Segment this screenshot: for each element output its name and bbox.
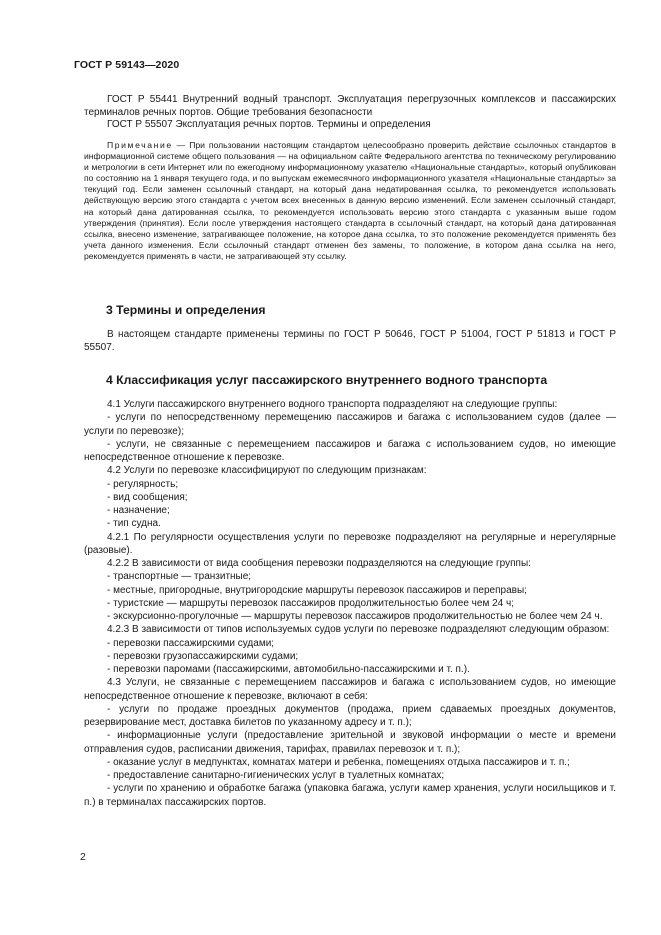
reference-item: ГОСТ Р 55507 Эксплуатация речных портов. Термины и определения [107, 119, 431, 131]
section-3-body [84, 328, 616, 354]
list-item: - услуги, не связанные с перемещением пассажиров и багажа с использованием судов, но имеющие непосредственное отношение к перевозке. [84, 438, 616, 463]
list-item: - экскурсионно-прогулочные — маршруты перевозок пассажиров продолжительностью не более чем 24 ч. [107, 611, 603, 622]
list-item: - перевозки паромами (пассажирскими, автомобильно-пассажирскими и т. п.). [107, 664, 470, 675]
list-item: - информационные услуги (предоставление зрительной и звуковой информации о месте и времени отправления судов, расписании движения, тарифах, правилах перевозок и т. п.); [84, 730, 616, 755]
note-lead: Примечание [107, 140, 173, 150]
list-item: - перевозки пассажирскими судами; [107, 637, 275, 649]
paragraph: 4.3 Услуги, не связанные с перемещением пассажиров и багажа с использованием судов, но имеющие непосредственное отношение к перевозке, включают в себя: [84, 677, 616, 702]
page-number: 2 [80, 851, 86, 863]
note-block [84, 140, 616, 262]
list-item: - тип судна. [107, 518, 161, 530]
list-item: - услуги по продаже проездных документов (продажа, прием сдаваемых проездных документов, резервирование мест, доставка билетов по указанному адресу и т. п.); [84, 703, 616, 728]
list-item: - местные, пригородные, внутригородские маршруты перевозок пассажиров и переправы; [107, 584, 527, 596]
list-item: - оказание услуг в медпунктах, комнатах матери и ребенка, помещениях отдыха пассажиров и т. п.; [107, 756, 570, 768]
list-item: - регулярность; [107, 478, 179, 490]
list-item: - услуги по хранению и обработке багажа (упаковка багажа, услуги камер хранения, услуги носильщиков и т. п.) в терминалах пассажирских портов. [84, 783, 616, 808]
paragraph: 4.2.3 В зависимости от типов используемых судов услуги по перевозке подразделяют следующим образом: [107, 624, 610, 636]
list-item: - услуги по непосредственному перемещению пассажиров и багажа с использованием судов (далее — услуги по перевозке); [84, 412, 616, 437]
paragraph: 4.2.2 В зависимости от вида сообщения перевозки подразделяются на следующие группы: [107, 558, 531, 569]
note-text: — При пользовании настоящим стандартом целесообразно проверить действие ссылочных стандартов в информационной системе общего пользования — на официальном сайте Федерального агентства по техническому регулированию и метрологии в сети Интернет или по ежегодному информационному указателю «Национальные стандарты», который опубликован по состоянию на 1 января текущего года, и по выпускам ежемесячного информационного указателя «Национальные стандарты» за текущий год. Если заменен ссылочный стандарт, на который дана недатированная ссылка, то рекомендуется использовать действующую версию этого стандарта с учетом всех внесенных в данную версию изменений. Если заменен ссылочный стандарт, на который дана датированная ссылка, то рекомендуется использовать версию этого стандарта с указанным выше годом утверждения (принятия). Если после утверждения настоящего стандарта в ссылочный стандарт, на который дана датированная ссылка, внесено изменение, затрагивающее положение, на которое дана ссылка, то это положение рекомендуется применять без учета данного изменения. Если ссылочный стандарт отменен без замены, то положение, в котором дана ссылка на него, рекомендуется применять в части, не затрагивающей эту ссылку. [84, 140, 616, 261]
list-item: - вид сообщения; [107, 491, 188, 503]
section-4-title: 4 Классификация услуг пассажирского внутреннего водного транспорта [106, 373, 548, 387]
list-item: - назначение; [107, 505, 170, 516]
list-item: - туристские — маршруты перевозок пассажиров продолжительностью более чем 24 ч; [107, 597, 514, 609]
note-paragraph [84, 140, 616, 262]
list-item: - транспортные — транзитные; [107, 571, 252, 583]
paragraph: В настоящем стандарте применены термины по ГОСТ Р 50646, ГОСТ Р 51004, ГОСТ Р 51813 и ГОСТ Р 55507. [84, 329, 616, 354]
reference-item: ГОСТ Р 55441 Внутренний водный транспорт. Эксплуатация перегрузочных комплексов и пассажирских терминалов речных портов. Общие требования безопасности [84, 94, 616, 118]
section-4-body [84, 398, 616, 809]
section-3-title: 3 Термины и определения [106, 303, 266, 317]
document-header: ГОСТ Р 59143—2020 [74, 59, 180, 71]
list-item: - предоставление санитарно-гигиенических услуг в туалетных комнатах; [107, 770, 445, 781]
paragraph: 4.2 Услуги по перевозке классифицируют по следующим признакам: [107, 465, 427, 477]
normative-references-list [84, 94, 616, 132]
paragraph: 4.1 Услуги пассажирского внутреннего водного транспорта подразделяют на следующие группы: [107, 399, 558, 410]
paragraph: 4.2.1 По регулярности осуществления услуги по перевозке подразделяют на регулярные и нерегулярные (разовые). [84, 531, 616, 556]
list-item: - перевозки грузопассажирскими судами; [107, 650, 299, 662]
